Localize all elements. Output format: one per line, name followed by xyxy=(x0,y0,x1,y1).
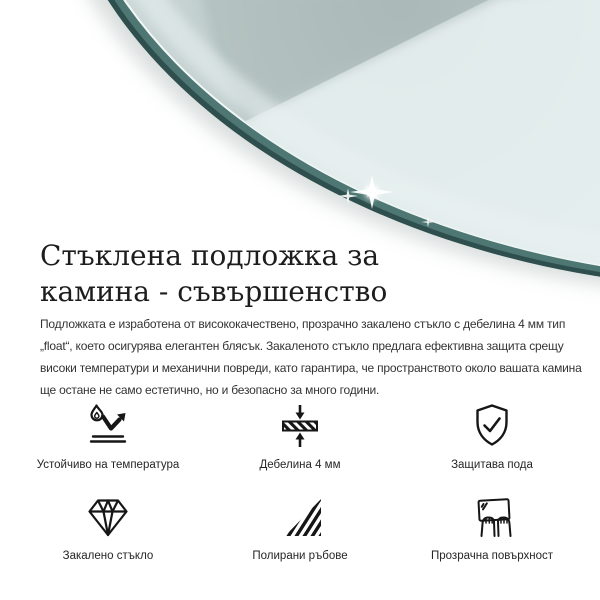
transparent-surface-icon xyxy=(468,493,516,541)
feature-label: Полирани ръбове xyxy=(252,550,348,562)
feature-label: Дебелина 4 мм xyxy=(259,459,341,471)
feature-transparent-surface xyxy=(396,493,588,564)
feature-thickness xyxy=(204,402,396,473)
shield-check-icon xyxy=(468,402,516,450)
feature-label: Устойчиво на температура xyxy=(36,459,180,471)
page-title-line1: Стъклена подложка за xyxy=(40,239,380,272)
feature-polished-edges xyxy=(204,493,396,564)
thickness-4mm-icon xyxy=(276,402,324,450)
feature-label: Закалено стъкло xyxy=(62,550,154,562)
page-title xyxy=(40,238,510,310)
feature-label: Прозрачна повърхност xyxy=(431,550,553,562)
diamond-icon xyxy=(84,493,132,541)
feature-grid xyxy=(12,402,588,564)
heat-resistant-icon xyxy=(84,402,132,450)
feature-tempered-glass xyxy=(12,493,204,564)
feature-heat-resistant xyxy=(12,402,204,473)
polished-edges-icon xyxy=(276,493,324,541)
feature-label: Защитава пода xyxy=(451,459,533,471)
page-title-line2: камина - съвършенство xyxy=(40,275,388,308)
product-description: Подложката е изработена от висококачествено, прозрачно закалено стъкло с дебелина 4 мм тип „float“, което осигурява елегантен блясък. Закаленото стъкло предлага ефективна защита срещу високи температури и механични повреди, като гарантира, че пространството около вашата камина ще остане не само естетично, но и безопасно за много години. xyxy=(40,317,582,397)
feature-protects-floor xyxy=(396,402,588,473)
